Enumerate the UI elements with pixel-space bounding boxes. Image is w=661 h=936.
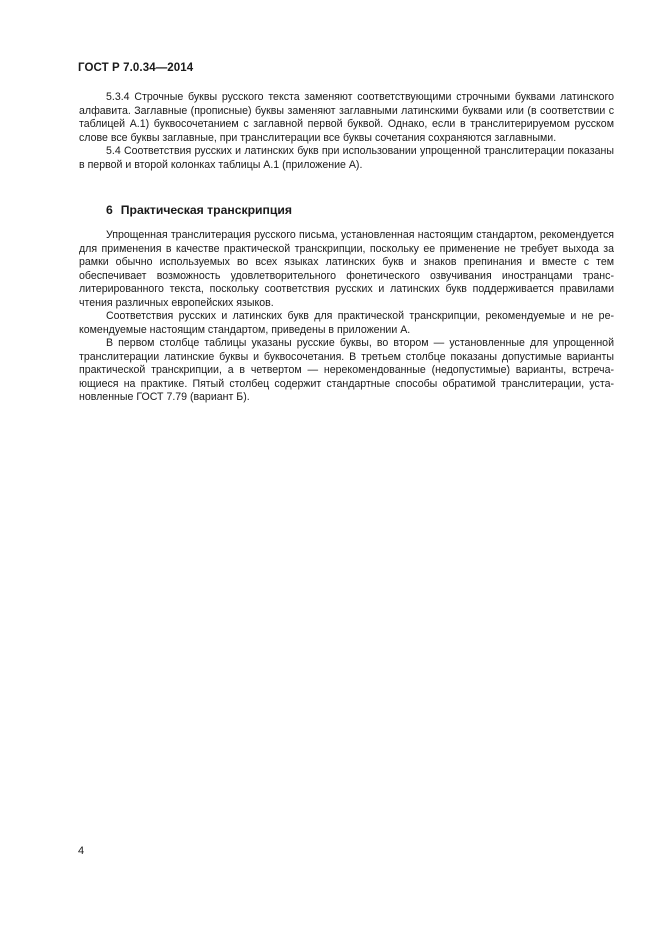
section-number: 6 (106, 203, 113, 217)
section-heading (106, 203, 292, 217)
clauses-5-block (79, 91, 614, 172)
section-title: Практическая транскрипция (120, 203, 292, 217)
paragraph: Упрощенная транслитерация русского письма, установленная настоящим стандартом, рекомендуется для применения в качестве практической транскрипции, поскольку ее применение не требует выхода за рамки обычно используемых во всех языках латинских букв и знаков препинания и вместе с тем обеспечивает возможность удовлетворительного фонетического озвучивания иностранцами транслитерированного текста, поскольку соответствия русских и латинских букв поддерживается правилами чтения различных европейских языков. (79, 229, 614, 309)
page-header: ГОСТ Р 7.0.34—2014 (78, 62, 194, 74)
paragraph: 5.4 Соответствия русских и латинских букв при использовании упрощенной транслитерации показаны в первой и второй колонках таблицы А.1 (приложение А). (79, 145, 614, 171)
section-6-body (79, 229, 614, 405)
page-number: 4 (78, 845, 85, 857)
paragraph: 5.3.4 Строчные буквы русского текста заменяют соответствующими строчными буквами латинского алфавита. Заглавные (прописные) буквы заменяют заглавными латинскими буквами или (в соответствии с таблицей А.1) буквосочетанием с заглавной первой буквой. Однако, если в транслитерируемом русском слове все буквы заглавные, при транслитерации все буквы сочетания сохраняются заглавными. (79, 91, 614, 144)
paragraph: В первом столбце таблицы указаны русские буквы, во втором — установленные для упрощенной транслитерации латинские буквы и буквосочетания. В третьем столбце показаны допустимые варианты практической транскрипции, а в четвертом — нерекомендованные (недопустимые) варианты, встречающиеся на практике. Пятый столбец содержит стандартные способы обратимой транслитерации, установленные ГОСТ 7.79 (вариант Б). (79, 337, 614, 403)
paragraph: Соответствия русских и латинских букв для практической транскрипции, рекомендуемые и не рекомендуемые настоящим стандартом, приведены в приложении А. (79, 310, 614, 336)
